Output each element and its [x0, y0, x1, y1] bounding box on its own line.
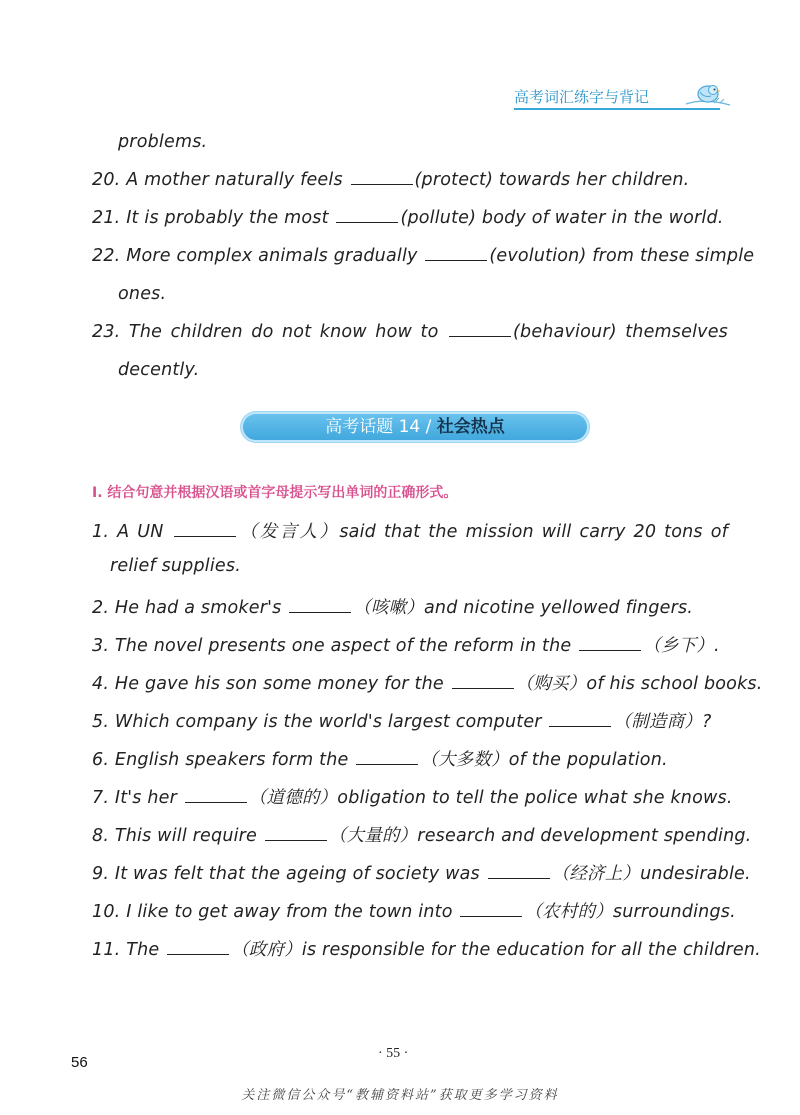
exercise-text: 6. English speakers form the: [92, 750, 355, 770]
exercise-text: 11. The: [92, 940, 166, 960]
exercise-text: 7. It's her: [92, 788, 183, 808]
exercise-line: [118, 360, 199, 380]
exercise-line: [110, 556, 241, 576]
answer-blank[interactable]: [336, 209, 398, 223]
exercise-text: 4. He gave his son some money for the: [92, 674, 450, 694]
exercise-text: 2. He had a smoker's: [92, 598, 288, 618]
exercise-text: 5. Which company is the world's largest computer: [92, 712, 548, 732]
exercise-text: （农村的）surroundings.: [524, 902, 736, 922]
topic-title: 高考话题 14 /: [325, 417, 437, 437]
answer-blank[interactable]: [425, 247, 487, 261]
exercise-text: ones.: [118, 284, 167, 304]
exercise-text: （购买）of his school books.: [515, 674, 763, 694]
page-number-center: · 55 ·: [378, 1046, 409, 1061]
exercise-text: （经济上）undesirable.: [551, 864, 751, 884]
answer-blank[interactable]: [174, 523, 236, 537]
topic-banner: [241, 412, 589, 442]
exercise-line: [118, 284, 166, 304]
exercise-text: （乡下）.: [643, 636, 720, 656]
exercise-text: （咳嗽）and nicotine yellowed fingers.: [353, 598, 694, 618]
exercise-line: [118, 132, 207, 152]
exercise-line: [92, 632, 720, 657]
exercise-text: 9. It was felt that the ageing of society was: [92, 864, 486, 884]
answer-blank[interactable]: [579, 637, 641, 651]
answer-blank[interactable]: [356, 751, 418, 765]
exercise-line: [92, 784, 733, 809]
exercise-text: （大量的）research and development spending.: [328, 826, 752, 846]
exercise-line: [92, 518, 728, 543]
exercise-line: [92, 322, 728, 342]
exercise-line: [92, 746, 668, 771]
exercise-text: 10. I like to get away from the town into: [92, 902, 459, 922]
exercise-text: 20. A mother naturally feels: [92, 170, 349, 190]
exercise-line: [92, 670, 763, 695]
page-number-left: 56: [71, 1054, 88, 1071]
answer-blank[interactable]: [265, 827, 327, 841]
exercise-text: 23. The children do not know how to: [92, 322, 447, 342]
exercise-line: [92, 208, 724, 228]
exercise-text: 21. It is probably the most: [92, 208, 335, 228]
exercise-line: [92, 822, 751, 847]
exercise-text: decently.: [118, 360, 200, 380]
exercise-line: [92, 936, 761, 961]
exercise-text: 8. This will require: [92, 826, 263, 846]
answer-blank[interactable]: [460, 903, 522, 917]
bird-icon: [684, 78, 732, 112]
exercise-line: [92, 594, 693, 619]
exercise-text: （制造商）?: [613, 712, 712, 732]
exercise-line: [92, 898, 736, 923]
footer-note: 关注微信公众号“教辅资料站”获取更多学习资料: [241, 1088, 559, 1103]
exercise-text: （大多数）of the population.: [420, 750, 668, 770]
answer-blank[interactable]: [351, 171, 413, 185]
exercise-line: [92, 860, 751, 885]
exercise-text: problems.: [118, 132, 208, 152]
answer-blank[interactable]: [452, 675, 514, 689]
exercise-text: 1. A UN: [92, 522, 172, 542]
running-header: [514, 80, 734, 110]
exercise-text: (behaviour) themselves: [512, 322, 728, 342]
section-instruction: I. 结合句意并根据汉语或首字母提示写出单词的正确形式。: [92, 485, 458, 501]
exercise-line: [92, 708, 711, 733]
exercise-line: [92, 246, 755, 266]
header-title: 高考词汇练字与背记: [514, 88, 650, 106]
answer-blank[interactable]: [167, 941, 229, 955]
exercise-text: 22. More complex animals gradually: [92, 246, 424, 266]
answer-blank[interactable]: [488, 865, 550, 879]
answer-blank[interactable]: [449, 323, 511, 337]
exercise-text: 3. The novel presents one aspect of the reform in the: [92, 636, 578, 656]
exercise-text: (pollute) body of water in the world.: [400, 208, 724, 228]
topic-subtitle: 社会热点: [436, 417, 505, 437]
exercise-text: （政府）is responsible for the education for all the children.: [231, 940, 761, 960]
exercise-text: (protect) towards her children.: [414, 170, 690, 190]
exercise-text: relief supplies.: [110, 556, 241, 576]
exercise-text: (evolution) from these simple: [489, 246, 755, 266]
answer-blank[interactable]: [185, 789, 247, 803]
exercise-line: [92, 170, 689, 190]
exercise-text: （道德的）obligation to tell the police what she knows.: [248, 788, 733, 808]
exercise-text: （发言人）said that the mission will carry 20 tons of: [237, 522, 728, 542]
answer-blank[interactable]: [549, 713, 611, 727]
answer-blank[interactable]: [289, 599, 351, 613]
